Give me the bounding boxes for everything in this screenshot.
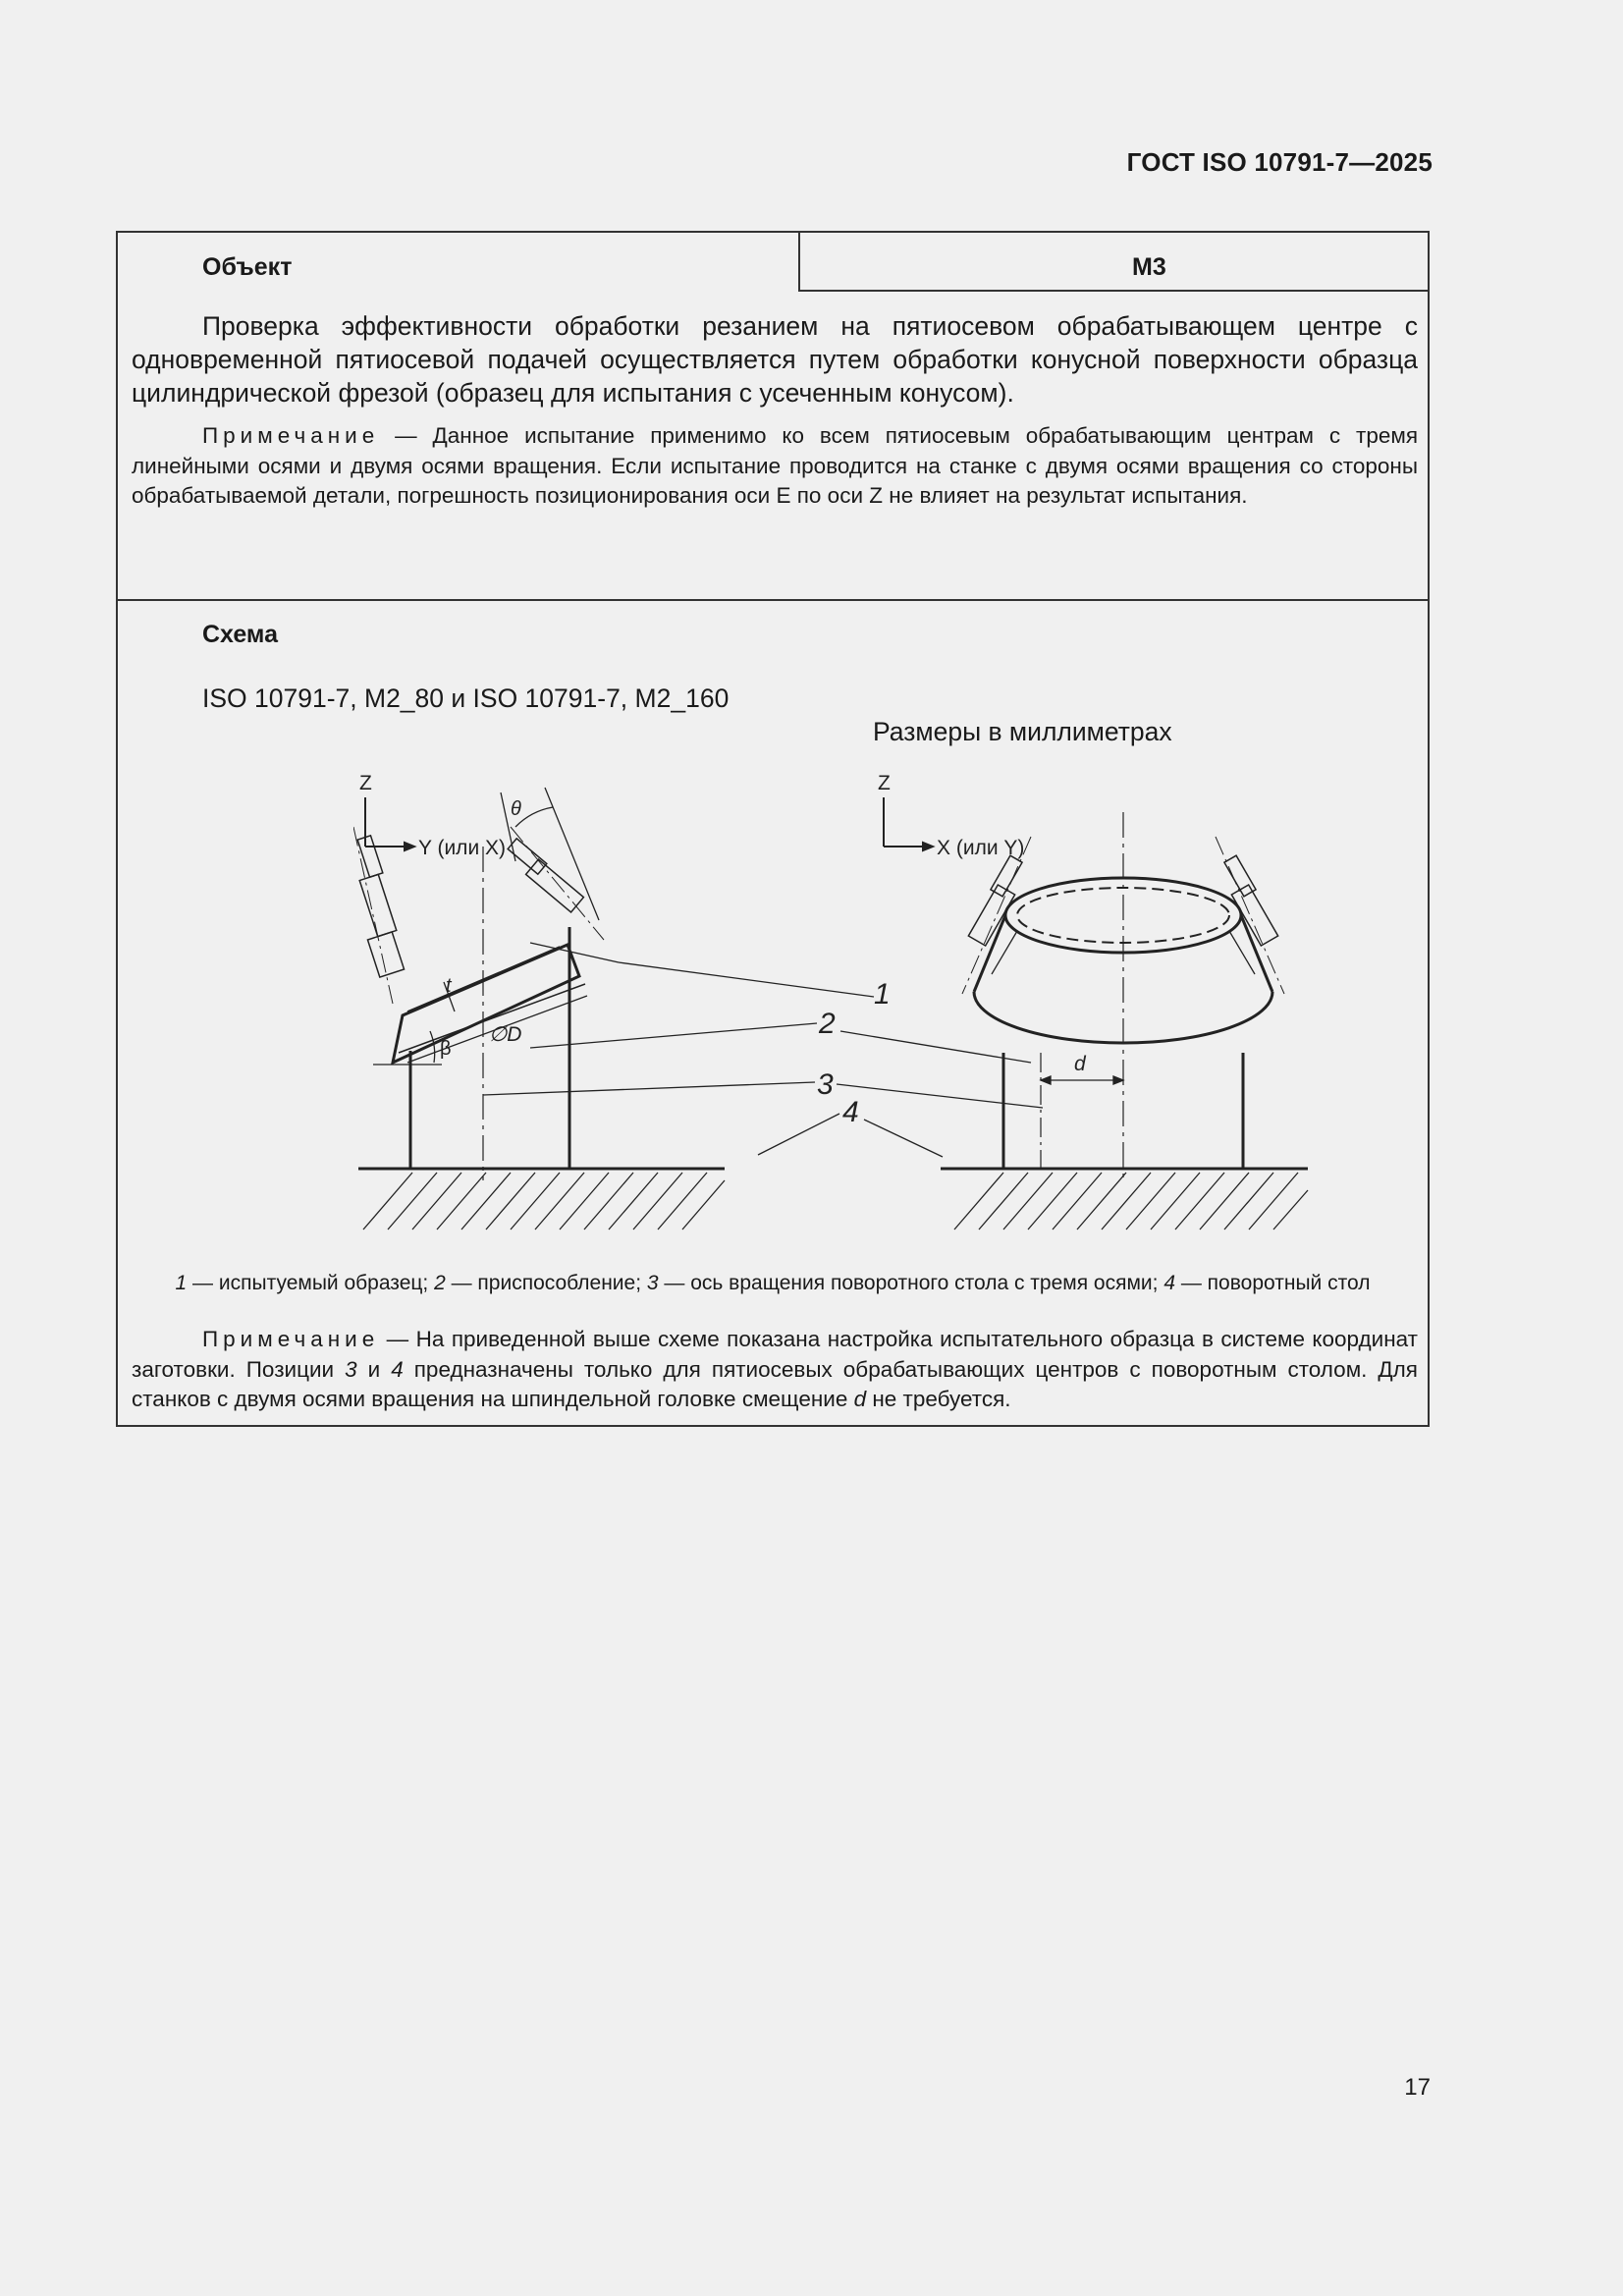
note-prefix: Примечание: [202, 423, 380, 448]
right-z-label: Z: [878, 772, 891, 794]
theta-angle: [501, 788, 599, 920]
object-description: Проверка эффективности обработки резанием на пятиосевом обрабатывающем центре с одновременной пятиосевой подачей осуществляется путем обработки конусной поверхности образца цилиндрической фрезой (образец для испытания с усеченным конусом).: [132, 311, 1418, 408]
legend-t1: — испытуемый образец;: [187, 1272, 435, 1294]
schema-note-c: не требуется.: [866, 1387, 1011, 1411]
schema-note-4: 4: [391, 1356, 404, 1382]
page-number: 17: [1404, 2074, 1431, 2101]
right-tool-1: [962, 837, 1031, 994]
callouts: [483, 943, 1043, 1157]
object-code: М3: [1132, 253, 1166, 281]
dim-d: [1041, 1053, 1123, 1084]
callout-3: 3: [817, 1068, 834, 1101]
header-divider: [798, 233, 800, 292]
legend-n1: 1: [175, 1272, 188, 1294]
schema-title: Схема: [202, 621, 278, 648]
setup-diagram: [353, 768, 1335, 1259]
beta-label: β: [440, 1038, 452, 1060]
left-tool-1: [353, 827, 405, 1004]
dimensions-note: Размеры в миллиметрах: [873, 717, 1172, 746]
callout-2: 2: [819, 1008, 836, 1040]
legend-t3: — ось вращения поворотного стола с тремя осями;: [658, 1272, 1164, 1294]
row-separator: [118, 599, 1428, 601]
schema-note-3: 3: [345, 1356, 357, 1382]
note-text: — Данное испытание применимо ко всем пятиосевым обрабатывающим центрам с тремя линейными осями и двумя осями вращения. Если испытание проводится на станке с двумя осями вращения со стороны обрабатываемой детали, погрешность позиционирования оси E по оси Z не влияет на результат испытания.: [132, 423, 1418, 508]
right-x-axis-label: X (или Y): [937, 837, 1025, 859]
d-label: d: [1074, 1053, 1086, 1075]
schema-note-prefix: Примечание: [202, 1327, 380, 1351]
left-ground: [358, 1169, 725, 1230]
schema-note-a: — На приведенной выше схеме показана настройка испытательного образца в системе координат заготовки. Позиции: [132, 1327, 1418, 1382]
callout-4: 4: [842, 1096, 859, 1128]
right-ground: [941, 1169, 1308, 1230]
test-table: [116, 231, 1430, 1427]
left-tool-2: [508, 827, 604, 940]
object-note: [132, 421, 1418, 512]
legend-n2: 2: [434, 1272, 446, 1294]
theta-label: θ: [511, 798, 521, 820]
table-header-row: [118, 233, 1428, 292]
left-axis-indicator: [359, 772, 506, 859]
header-underline: [798, 290, 1428, 292]
callout-1: 1: [874, 978, 891, 1011]
object-label: Объект: [202, 253, 293, 281]
schema-note-b: предназначены только для пятиосевых обрабатывающих центров с поворотным столом. Для станков с двумя осями вращения на шпиндельной головке смещение: [132, 1356, 1418, 1411]
schema-note-and: и: [356, 1356, 392, 1382]
schema-references: ISO 10791-7, M2_80 и ISO 10791-7, M2_160: [202, 683, 730, 713]
t-label: t: [446, 975, 452, 997]
legend-t4: — поворотный стол: [1175, 1272, 1371, 1294]
left-y-axis-label: Y (или X): [418, 837, 507, 859]
figure-legend: [118, 1272, 1428, 1295]
right-axis-indicator: [878, 772, 1024, 859]
left-z-label: Z: [359, 772, 372, 794]
right-tool-2: [1216, 837, 1284, 994]
diam-label: ∅D: [489, 1023, 522, 1046]
standard-number: ГОСТ ISO 10791-7—2025: [1126, 147, 1433, 177]
legend-n4: 4: [1163, 1272, 1176, 1294]
legend-n3: 3: [646, 1272, 659, 1294]
legend-t2: — приспособление;: [445, 1272, 647, 1294]
schema-note: [132, 1325, 1418, 1415]
schema-note-d: d: [853, 1387, 867, 1411]
